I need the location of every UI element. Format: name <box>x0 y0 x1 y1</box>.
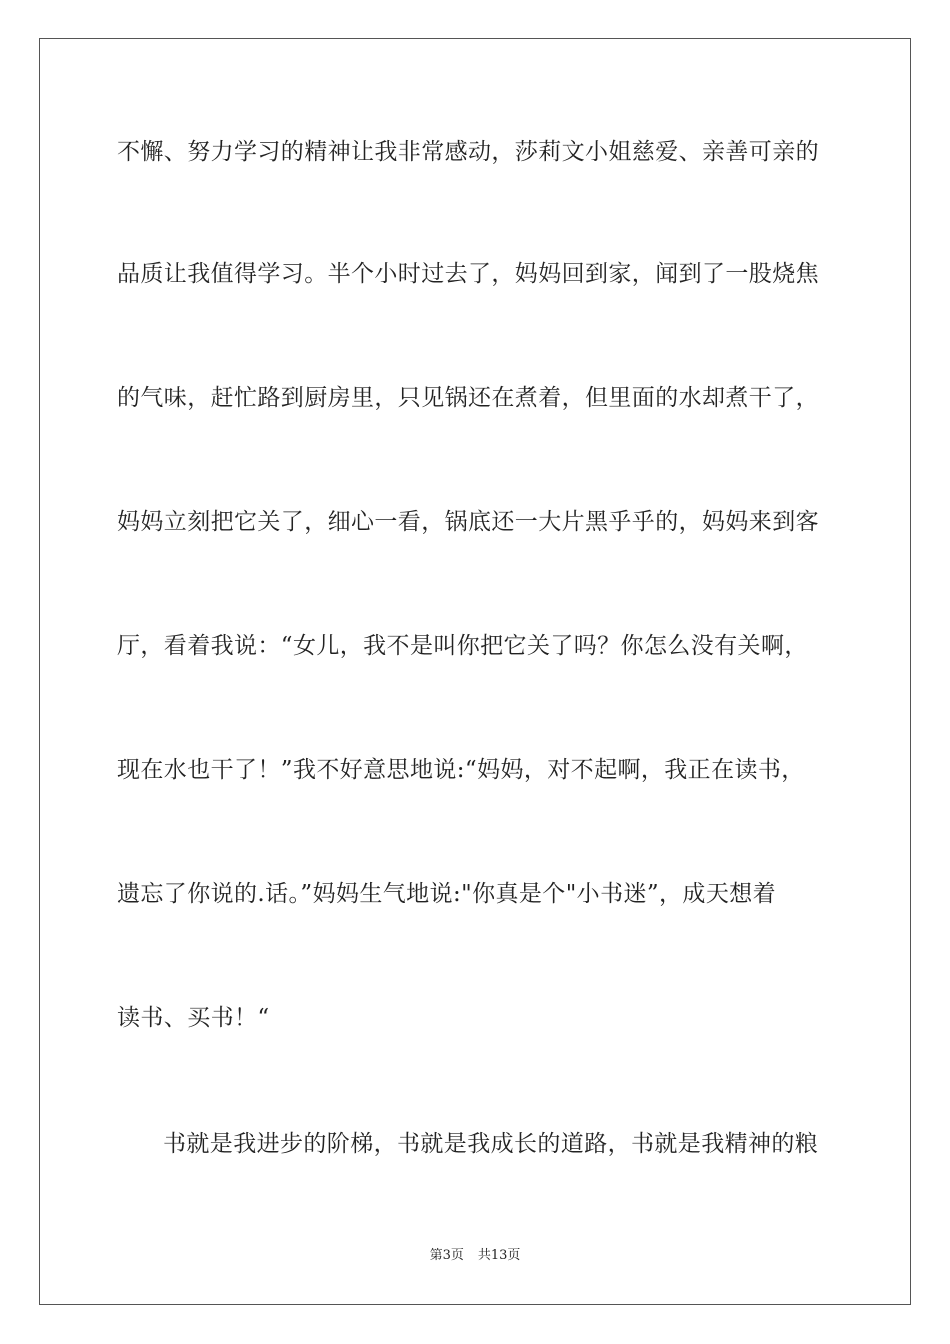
paragraph-line-7: 遗忘了你说的.话。”妈妈生气地说:"你真是个"小书迷”，成天想着 <box>117 881 777 907</box>
paragraph-line-9: 书就是我进步的阶梯，书就是我成长的道路，书就是我精神的粮 <box>163 1131 819 1157</box>
paragraph-line-5: 厅，看着我说：“女儿，我不是叫你把它关了吗？你怎么没有关啊， <box>117 633 808 659</box>
page-footer <box>0 1248 950 1264</box>
page-border <box>39 38 911 1305</box>
paragraph-line-2: 品质让我值得学习。半个小时过去了，妈妈回到家，闻到了一股烧焦 <box>117 261 819 287</box>
paragraph-line-3: 的气味，赶忙路到厨房里，只见锅还在煮着，但里面的水却煮干了， <box>117 385 819 411</box>
page-number-current: 第3页 <box>429 1248 464 1263</box>
page-number-total: 共13页 <box>477 1248 521 1263</box>
paragraph-line-4: 妈妈立刻把它关了，细心一看，锅底还一大片黑乎乎的，妈妈来到客 <box>117 509 819 535</box>
paragraph-line-8: 读书、买书！“ <box>117 1005 270 1031</box>
paragraph-line-1: 不懈、努力学习的精神让我非常感动，莎莉文小姐慈爱、亲善可亲的 <box>117 139 819 165</box>
paragraph-line-6: 现在水也干了！”我不好意思地说:“妈妈，对不起啊，我正在读书， <box>117 757 805 783</box>
